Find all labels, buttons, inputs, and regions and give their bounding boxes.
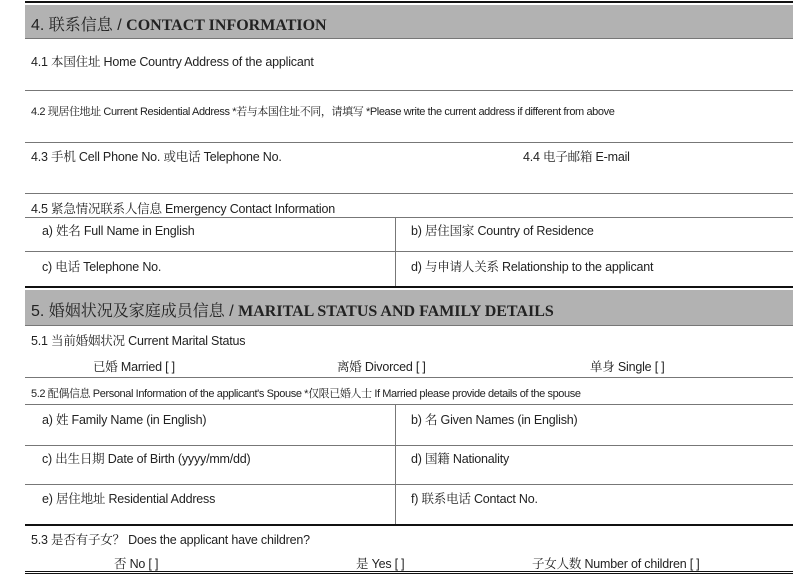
section-4-header xyxy=(25,5,793,39)
bottom-border xyxy=(25,571,793,575)
checkbox-married[interactable]: 已婚 Married [ ] xyxy=(93,360,175,374)
field-emergency-country[interactable]: b) 居住国家 Country of Residence xyxy=(411,224,594,238)
children-label: 5.3 是否有子女？ Does the applicant have children? xyxy=(31,533,310,547)
divider xyxy=(25,524,793,526)
marital-status-label: 5.1 当前婚姻状况 Current Marital Status xyxy=(31,334,246,348)
divider xyxy=(25,484,793,485)
divider xyxy=(25,251,793,252)
field-emergency-relationship[interactable]: d) 与申请人关系 Relationship to the applicant xyxy=(411,260,654,274)
checkbox-no-children[interactable]: 否 No [ ] xyxy=(114,557,159,571)
field-spouse-nationality[interactable]: d) 国籍 Nationality xyxy=(411,452,510,466)
field-current-address[interactable]: 4.2 现居住地址 Current Residential Address *若与本国住址不同，请填写 *Please write the current address if different from above xyxy=(31,106,615,118)
field-spouse-contact[interactable]: f) 联系电话 Contact No. xyxy=(411,492,538,506)
divider xyxy=(25,90,793,91)
section-5-title-cn: 5. 婚姻状况及家庭成员信息 / xyxy=(31,303,239,320)
checkbox-divorced[interactable]: 离婚 Divorced [ ] xyxy=(337,360,426,374)
section-4-title-en: CONTACT INFORMATION xyxy=(126,17,327,34)
field-email[interactable]: 4.4 电子邮箱 E-mail xyxy=(523,150,630,164)
field-spouse-address[interactable]: e) 居住地址 Residential Address xyxy=(42,492,216,506)
field-spouse-family-name[interactable]: a) 姓 Family Name (in English) xyxy=(42,413,207,427)
field-number-of-children[interactable]: 子女人数 Number of children [ ] xyxy=(532,557,700,571)
spouse-info-label: 5.2 配偶信息 Personal Information of the applicant's Spouse *仅限已婚人士 If Married please provide details of the spouse xyxy=(31,388,581,400)
divider xyxy=(25,193,793,194)
field-emergency-name[interactable]: a) 姓名 Full Name in English xyxy=(42,224,195,238)
divider xyxy=(25,286,793,288)
section-4-title-cn: 4. 联系信息 / xyxy=(31,17,127,34)
divider xyxy=(25,217,793,218)
divider xyxy=(25,404,793,405)
top-border xyxy=(25,1,793,3)
field-emergency-phone[interactable]: c) 电话 Telephone No. xyxy=(42,260,162,274)
divider xyxy=(25,142,793,143)
section-5-title-en: MARITAL STATUS AND FAMILY DETAILS xyxy=(238,303,554,320)
field-spouse-dob[interactable]: c) 出生日期 Date of Birth (yyyy/mm/dd) xyxy=(42,452,251,466)
emergency-contact-label: 4.5 紧急情况联系人信息 Emergency Contact Information xyxy=(31,202,335,216)
checkbox-single[interactable]: 单身 Single [ ] xyxy=(590,360,665,374)
checkbox-yes-children[interactable]: 是 Yes [ ] xyxy=(356,557,405,571)
field-phone[interactable]: 4.3 手机 Cell Phone No. 或电话 Telephone No. xyxy=(31,150,282,164)
section-5-header xyxy=(25,290,793,326)
field-spouse-given-names[interactable]: b) 名 Given Names (in English) xyxy=(411,413,578,427)
divider xyxy=(25,377,793,378)
column-divider xyxy=(395,217,396,287)
field-home-address[interactable]: 4.1 本国住址 Home Country Address of the applicant xyxy=(31,55,314,69)
divider xyxy=(25,445,793,446)
column-divider xyxy=(395,404,396,524)
